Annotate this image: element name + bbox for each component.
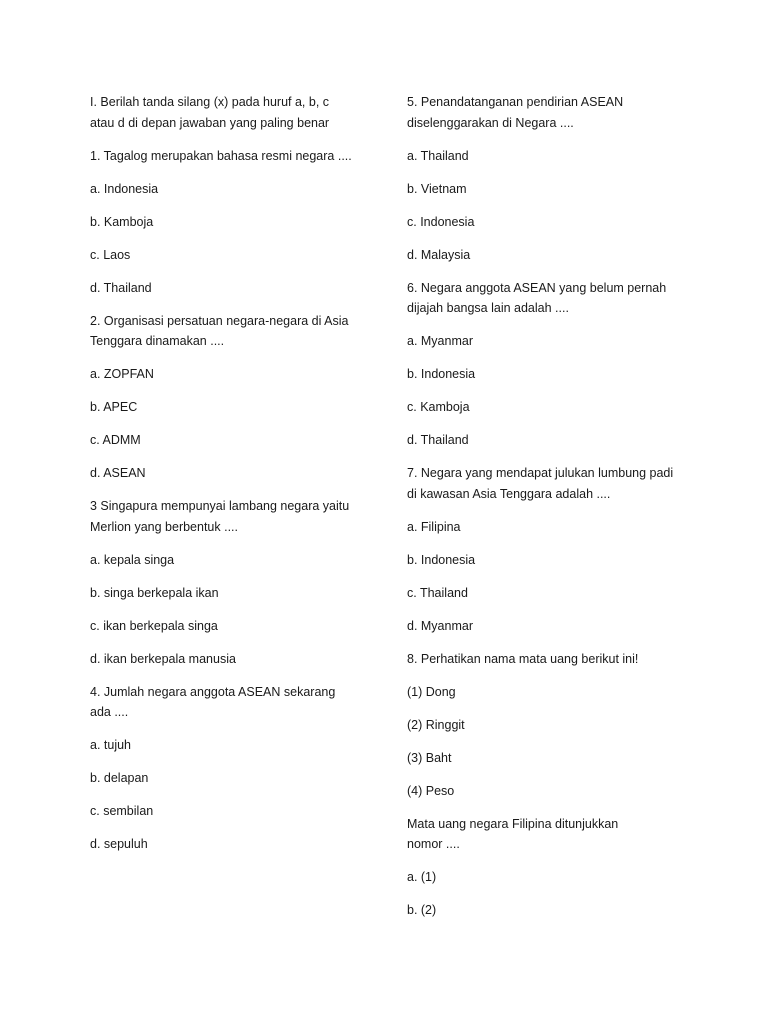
- q7-option-c: c. Thailand: [407, 585, 468, 600]
- q8-item-2: (2) Ringgit: [407, 717, 465, 732]
- q3-option-d: d. ikan berkepala manusia: [90, 651, 236, 666]
- q3-option-c: c. ikan berkepala singa: [90, 618, 218, 633]
- left-column: [90, 92, 390, 867]
- q6-option-c: c. Kamboja: [407, 400, 470, 414]
- question-2: 2. Organisasi persatuan negara-negara di Asia Tenggara dinamakan ....: [90, 313, 349, 348]
- q1-option-a: a. Indonesia: [90, 181, 159, 196]
- q6-option-b: b. Indonesia: [407, 367, 476, 381]
- question-5: 5. Penandatanganan pendirian ASEAN diselenggarakan di Negara ....: [407, 95, 624, 130]
- q8-option-b: b. (2): [407, 903, 437, 917]
- q2-option-d: d. ASEAN: [90, 466, 146, 480]
- q7-option-d: d. Myanmar: [407, 618, 473, 633]
- right-column: [407, 92, 697, 933]
- question-7: 7. Negara yang mendapat julukan lumbung padi di kawasan Asia Tenggara adalah ....: [407, 466, 674, 501]
- question-8: 8. Perhatikan nama mata uang berikut ini!: [407, 651, 639, 666]
- question-1: 1. Tagalog merupakan bahasa resmi negara ....: [90, 148, 352, 163]
- q5-option-b: b. Vietnam: [407, 181, 467, 196]
- q8-option-a: a. (1): [407, 870, 437, 884]
- q4-option-a: a. tujuh: [90, 738, 132, 752]
- q3-option-a: a. kepala singa: [90, 552, 175, 567]
- question-4: 4. Jumlah negara anggota ASEAN sekarang ada ....: [90, 684, 336, 719]
- question-3: 3 Singapura mempunyai lambang negara yaitu Merlion yang berbentuk ....: [90, 499, 350, 534]
- q6-option-a: a. Myanmar: [407, 334, 473, 348]
- q8-item-1: (1) Dong: [407, 684, 456, 699]
- q8-item-3: (3) Baht: [407, 750, 452, 765]
- question-6: 6. Negara anggota ASEAN yang belum pernah dijajah bangsa lain adalah ....: [407, 280, 667, 315]
- q1-option-c: c. Laos: [90, 247, 131, 262]
- q8-prompt: Mata uang negara Filipina ditunjukkan nomor ....: [407, 816, 619, 851]
- q7-option-b: b. Indonesia: [407, 552, 476, 567]
- q1-option-b: b. Kamboja: [90, 214, 154, 229]
- instruction-heading: I. Berilah tanda silang (x) pada huruf a, b, c atau d di depan jawaban yang paling benar: [90, 95, 330, 130]
- q1-option-d: d. Thailand: [90, 280, 152, 295]
- q5-option-a: a. Thailand: [407, 148, 469, 163]
- q2-option-a: a. ZOPFAN: [90, 367, 154, 381]
- q6-option-d: d. Thailand: [407, 433, 469, 447]
- q5-option-c: c. Indonesia: [407, 214, 475, 229]
- q5-option-d: d. Malaysia: [407, 247, 471, 262]
- q8-item-4: (4) Peso: [407, 783, 455, 798]
- q4-option-b: b. delapan: [90, 771, 149, 785]
- q4-option-d: d. sepuluh: [90, 837, 148, 851]
- q2-option-c: c. ADMM: [90, 433, 141, 447]
- q2-option-b: b. APEC: [90, 400, 138, 414]
- q3-option-b: b. singa berkepala ikan: [90, 585, 219, 600]
- q4-option-c: c. sembilan: [90, 804, 154, 818]
- q7-option-a: a. Filipina: [407, 519, 461, 534]
